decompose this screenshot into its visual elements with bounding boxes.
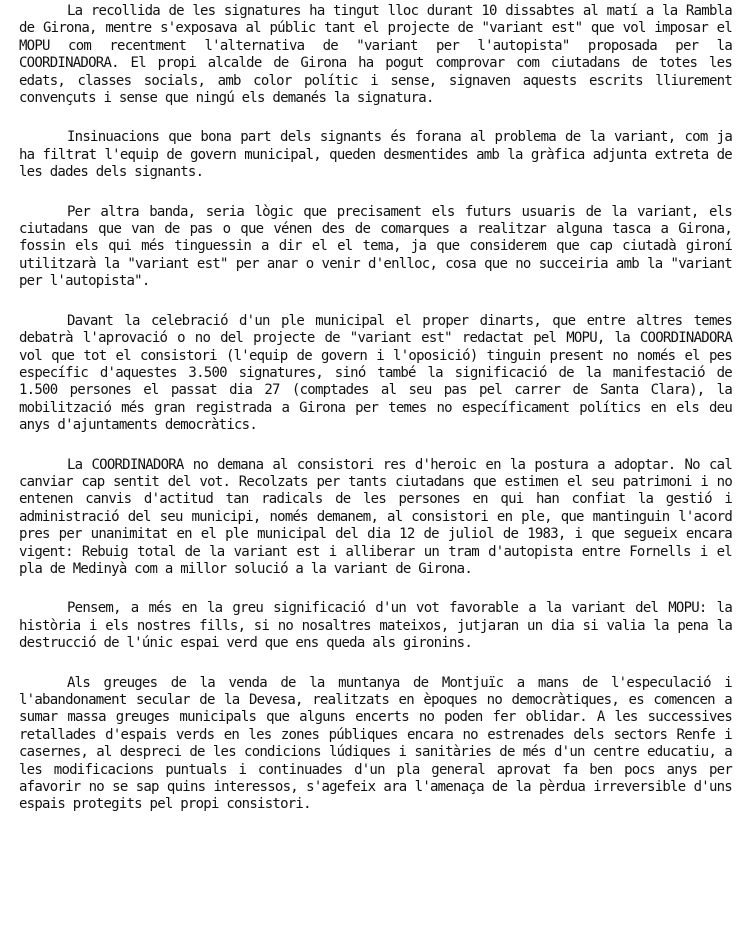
- paragraph-signature-collection: La recollida de les signatures ha tingut lloc durant 10 dissabtes al matí a la Rambla de Girona, mentre s'exposava al públic tant el projecte de "variant est" que vol imposar el MOPU com recentment l'alternativa de "variant per l'autopista" proposada per la COORDINADORA. El propi alcalde de Girona ha pogut comprovar com ciutadans de totes les edats, classes socials, amb color polític i sense, signaven aquests escrits lliurement convençuts i sense que ningú els demanés la signatura.: [19, 3, 732, 107]
- paragraph-municipal-plenary: Davant la celebració d'un ple municipal el proper dinarts, que entre altres temes debatrà l'aprovació o no del projecte de "variant est" redactat pel MOPU, la COORDINADORA vol que tot el consistori (l'equip de govern i l'oposició) tinguin present no només el pes específic d'aquestes 3.500 signatures, sinó també la significació de la manifestació de 1.500 persones el passat dia 27 (comptades al seu pas pel carrer de Santa Clara), la mobilització més gran registrada a Girona per temes no específicament polítics en els deu anys d'ajuntaments democràtics.: [19, 312, 732, 434]
- paragraph-vote-significance: Pensem, a més en la greu significació d'un vot favorable a la variant del MOPU: la història i els nostres fills, si no nosaltres mateixos, jutjaran un dia si valia la pena la destrucció de l'únic espai verd que ens queda als gironins.: [19, 600, 732, 652]
- paragraph-coordinadora-demand: La COORDINADORA no demana al consistori res d'heroic en la postura a adoptar. No cal canviar cap sentit del vot. Recolzats per tants ciutadans que estimen el seu patrimoni i no entenen canvis d'actitud tan radicals de les persones en qui han confiat la gestió i administració del seu municipi, només demanem, al consistori en ple, que mantinguin l'acord pres per unanimitat en el ple municipal del dia 12 de juliol de 1983, i que segueix encara vigent: Rebuig total de la variant est i alliberar un tram d'autopista entre Fornells i el pla de Medinyà com a millor solució a la variant de Girona.: [19, 456, 732, 577]
- paragraph-insinuations: Insinuacions que bona part dels signants és forana al problema de la variant, com ja ha filtrat l'equip de govern municipal, queden desmentides amb la gràfica adjunta extreta de les dades dels signants.: [19, 129, 732, 181]
- paragraph-grievances: Als greuges de la venda de la muntanya de Montjuïc a mans de l'especulació i l'abandonament secular de la Devesa, realitzats en èpoques no democràtiques, es comencen a sumar massa greuges municipals que alguns encerts no poden fer oblidar. A les successives retallades d'espais verds en les zones públiques encara no estrenades dels sectors Renfe i casernes, al despreci de les condicions lúdiques i sanitàries de més d'un centre educatiu, a les modificacions puntuals i continuades d'un pla general aprovat fa ben pocs anys per afavorir no se sap quins interessos, s'agefeix ara l'amenaça de la pèrdua irreversible d'uns espais protegits pel propi consistori.: [19, 674, 732, 813]
- paragraph-future-users: Per altra banda, seria lògic que precisament els futurs usuaris de la variant, els ciutadans que van de pas o que vénen des de comarques a realitzar alguna tasca a Girona, fossin els qui més tinguessin a dir el el tema, ja que considerem que cap ciutadà gironí utilitzarà la "variant est" per anar o venir d'enlloc, cosa que no succeiria amb la "variant per l'autopista".: [19, 203, 732, 290]
